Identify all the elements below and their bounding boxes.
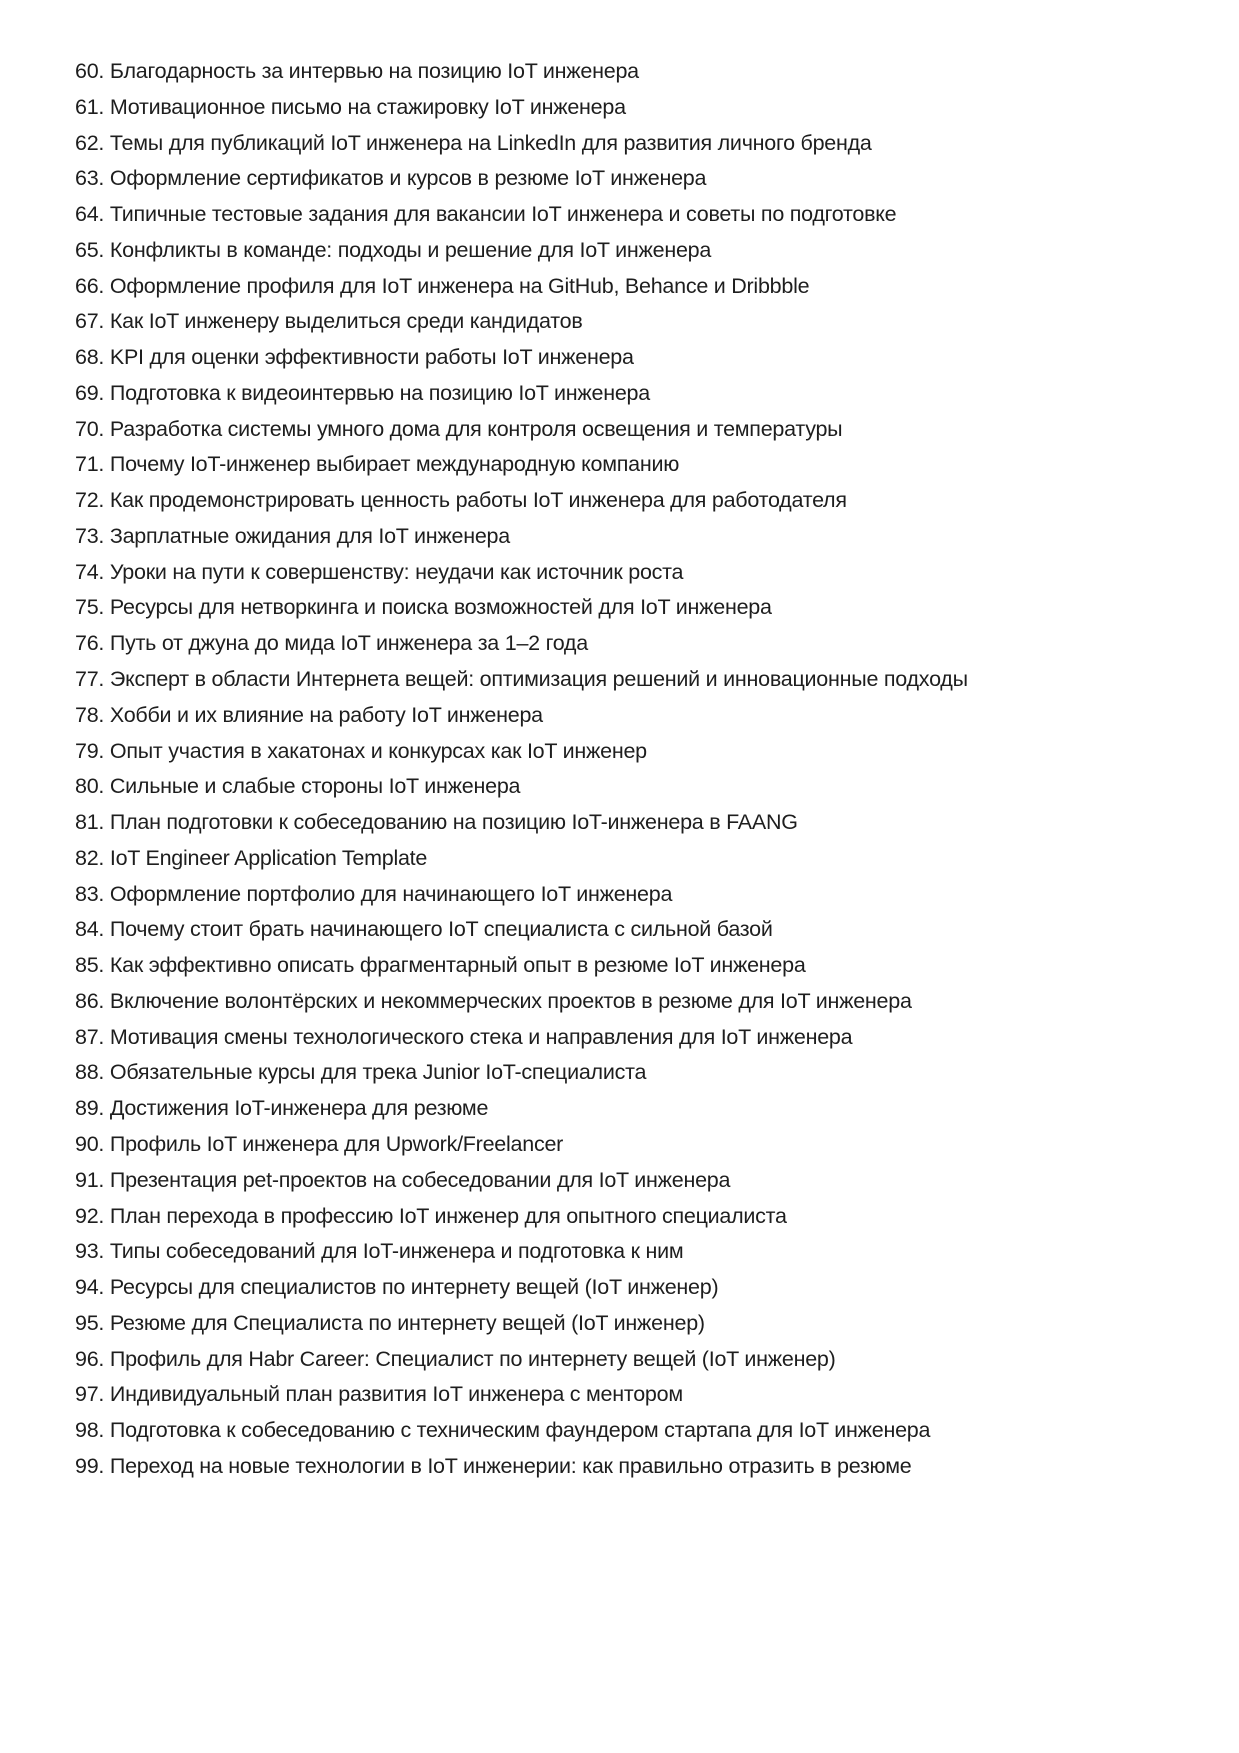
list-item: 97. Индивидуальный план развития IoT инженера с ментором [75,1382,683,1407]
list-item: 84. Почему стоит брать начинающего IoT специалиста с сильной базой [75,917,773,942]
list-item: 78. Хобби и их влияние на работу IoT инженера [75,702,543,727]
list-item: 95. Резюме для Специалиста по интернету вещей (IoT инженер) [75,1310,705,1335]
list-item: 88. Обязательные курсы для трека Junior IoT-специалиста [75,1060,647,1085]
list-item: 81. План подготовки к собеседованию на позицию IoT-инженера в FAANG [75,810,798,835]
list-item: 64. Типичные тестовые задания для вакансии IoT инженера и советы по подготовке [75,202,897,227]
list-item: 91. Презентация pet-проектов на собеседовании для IoT инженера [75,1167,731,1192]
list-item: 74. Уроки на пути к совершенству: неудачи как источник роста [75,559,684,584]
list-item: 72. Как продемонстрировать ценность работы IoT инженера для работодателя [75,488,847,513]
list-item: 71. Почему IoT-инженер выбирает международную компанию [75,452,680,477]
list-item: 67. Как IoT инженеру выделиться среди кандидатов [75,309,583,334]
list-item: 79. Опыт участия в хакатонах и конкурсах как IoT инженер [75,738,647,763]
list-item: 73. Зарплатные ожидания для IoT инженера [75,523,510,548]
list-item: 62. Темы для публикаций IoT инженера на LinkedIn для развития личного бренда [75,130,872,155]
list-item: 85. Как эффективно описать фрагментарный опыт в резюме IoT инженера [75,953,806,978]
list-item: 61. Мотивационное письмо на стажировку IoT инженера [75,94,626,119]
list-item: 75. Ресурсы для нетворкинга и поиска возможностей для IoT инженера [75,595,772,620]
list-item: 69. Подготовка к видеоинтервью на позицию IoT инженера [75,380,650,405]
list-item: 60. Благодарность за интервью на позицию IoT инженера [75,59,639,83]
list-item: 70. Разработка системы умного дома для контроля освещения и температуры [75,416,843,441]
list-item: 80. Сильные и слабые стороны IoT инженера [75,774,521,799]
list-item: 92. План перехода в профессию IoT инженер для опытного специалиста [75,1203,787,1228]
list-item: 77. Эксперт в области Интернета вещей: оптимизация решений и инновационные подходы [75,667,968,692]
list-item: 87. Мотивация смены технологического стека и направления для IoT инженера [75,1024,853,1049]
list-item: 83. Оформление портфолио для начинающего IoT инженера [75,881,673,906]
list-item: 96. Профиль для Habr Career: Специалист по интернету вещей (IoT инженер) [75,1346,836,1371]
list-item: 86. Включение волонтёрских и некоммерческих проектов в резюме для IoT инженера [75,988,912,1013]
list-item: 82. IoT Engineer Application Template [75,845,428,870]
list-item: 93. Типы собеседований для IoT-инженера и подготовка к ним [75,1239,684,1264]
list-item: 90. Профиль IoT инженера для Upwork/Freelancer [75,1131,564,1156]
list-item: 68. KPI для оценки эффективности работы IoT инженера [75,345,634,370]
list-item: 89. Достижения IoT-инженера для резюме [75,1096,489,1121]
list-item: 63. Оформление сертификатов и курсов в резюме IoT инженера [75,166,707,191]
list-item: 99. Переход на новые технологии в IoT инженерии: как правильно отразить в резюме [75,1453,912,1478]
list-item: 66. Оформление профиля для IoT инженера на GitHub, Behance и Dribbble [75,273,810,298]
topic-list [75,54,968,1485]
list-item: 98. Подготовка к собеседованию с техническим фаундером стартапа для IoT инженера [75,1418,931,1443]
list-item: 94. Ресурсы для специалистов по интернету вещей (IoT инженер) [75,1275,719,1300]
list-item: 65. Конфликты в команде: подходы и решение для IoT инженера [75,237,712,262]
list-item: 76. Путь от джуна до мида IoT инженера за 1–2 года [75,631,588,656]
